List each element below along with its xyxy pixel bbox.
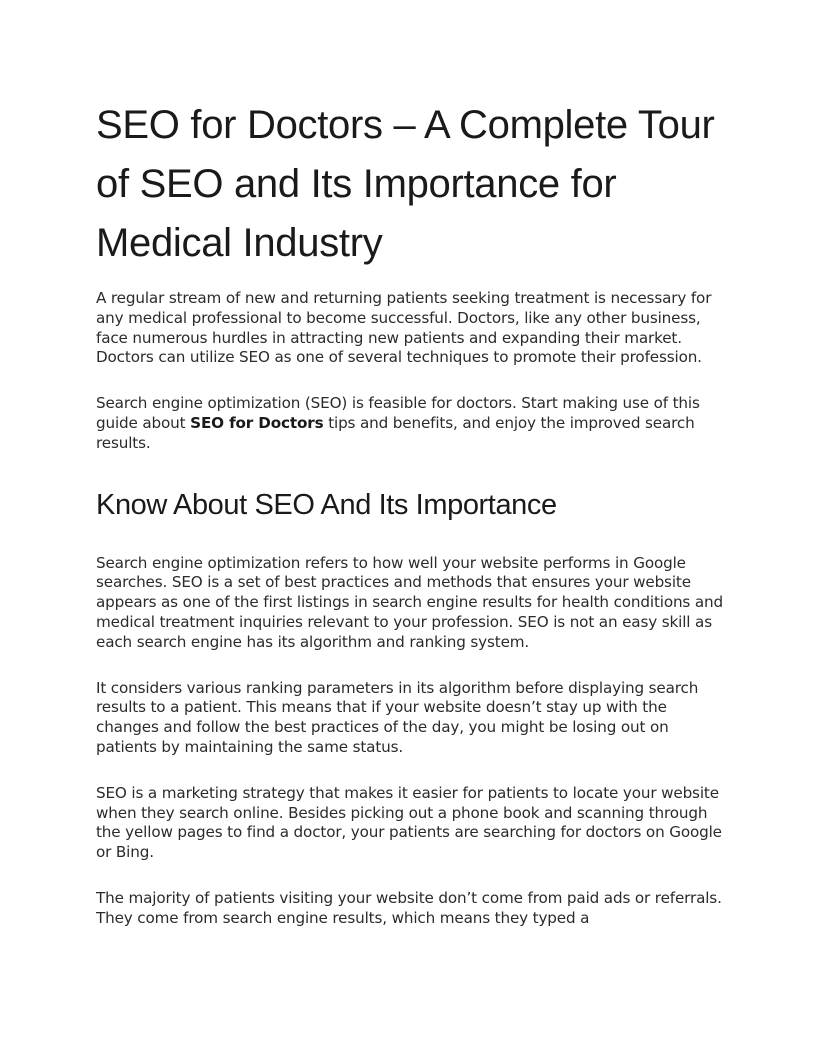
section-paragraph: Search engine optimization refers to how well your website performs in Google searches. SEO is a set of best practices and methods that ensures your website appears as one of the first listings in search engine results for health conditions and medical treatment inquiries relevant to your profession. SEO is not an easy skill as each search engine has its algorithm and ranking system. bbox=[96, 553, 723, 651]
document-title: SEO for Doctors – A Complete Tour of SEO and Its Importance for Medical Industry bbox=[96, 103, 715, 265]
intro-text-before: Search engine optimization (SEO) is feasible for doctors. Start making use of this guide about bbox=[96, 394, 700, 432]
section-paragraph: The majority of patients visiting your website don’t come from paid ads or referrals. They come from search engine results, which means they typed a bbox=[96, 888, 722, 927]
intro-text-after: tips and benefits, and enjoy the improved search results. bbox=[96, 413, 695, 452]
section-paragraph: SEO is a marketing strategy that makes it easier for patients to locate your website when they search online. Besides picking out a phone book and scanning through the yellow pages to find a doctor, your patients are searching for doctors on Google or Bing. bbox=[96, 783, 722, 862]
seo-for-doctors-bold: SEO for Doctors bbox=[190, 413, 324, 432]
intro-paragraph-seo-guide bbox=[96, 394, 724, 453]
intro-paragraph: A regular stream of new and returning patients seeking treatment is necessary for any medical professional to become successful. Doctors, like any other business, face numerous hurdles in attracting new patients and expanding their market. Doctors can utilize SEO as one of several techniques to promote their profession. bbox=[96, 289, 712, 367]
section-paragraph: It considers various ranking parameters in its algorithm before displaying search results to a patient. This means that if your website doesn’t stay up with the changes and follow the best practices of the day, you might be losing out on patients by maintaining the same status. bbox=[96, 678, 699, 756]
section-heading: Know About SEO And Its Importance bbox=[96, 488, 557, 521]
document-page bbox=[96, 96, 724, 929]
